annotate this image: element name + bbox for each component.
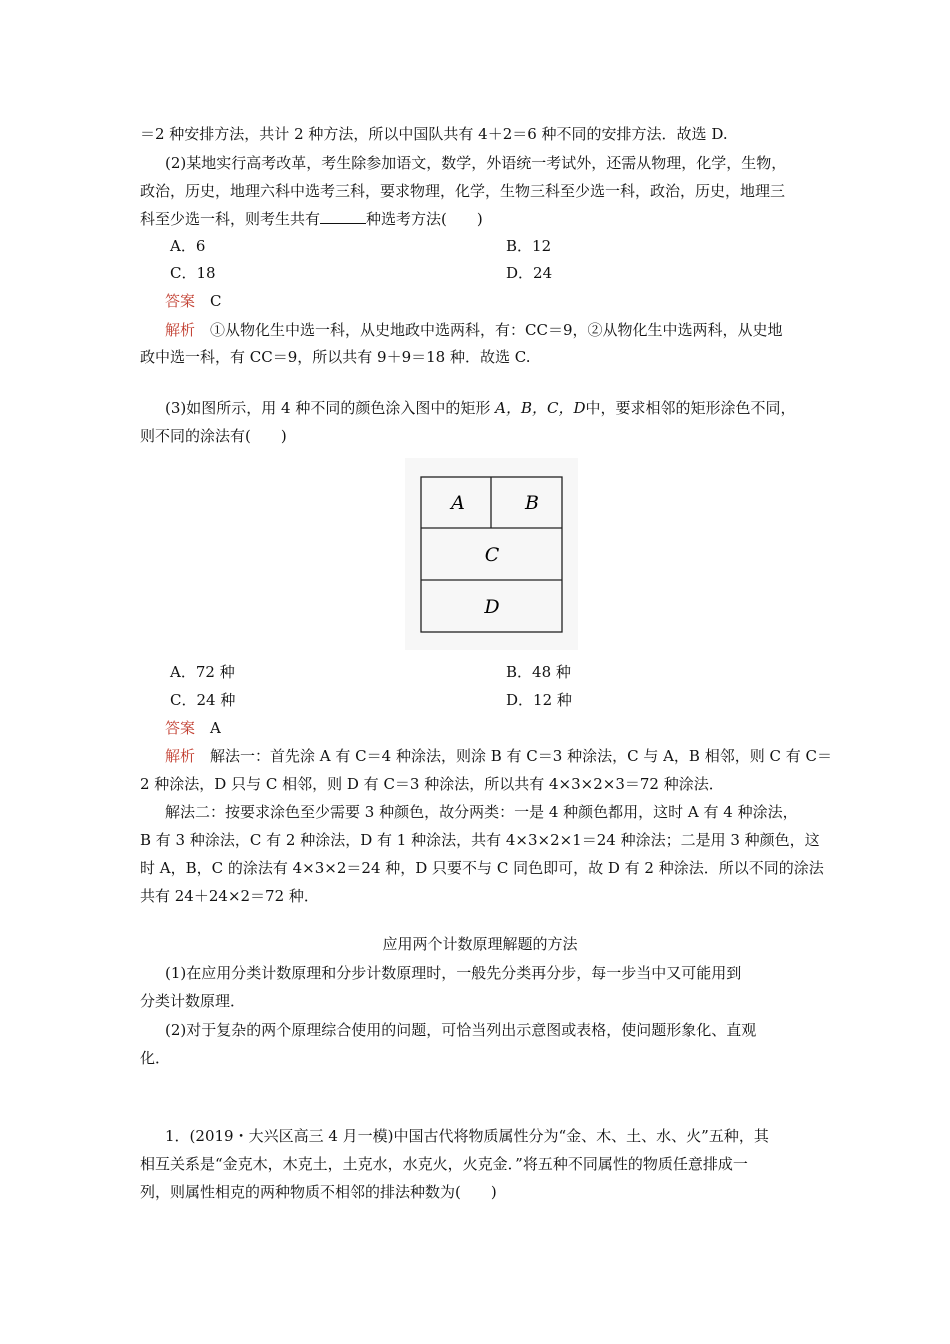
q3-method2-line-3: 时 A，B，C 的涂法有 4×3×2＝24 种，D 只要不与 C 同色即可，故 D 有 2 种涂法．所以不同的涂法 <box>140 859 824 877</box>
analysis-label: 解析 <box>165 321 196 339</box>
q3-option-a: A．72 种 <box>170 663 235 681</box>
fill-blank <box>320 209 366 224</box>
q2-text-line-2: 政治，历史，地理六科中选考三科，要求物理，化学，生物三科至少选一科，政治，历史，地理三 <box>140 182 786 200</box>
answer-label: 答案 <box>165 292 196 310</box>
label-b: B <box>525 492 539 514</box>
q3-option-b: B．48 种 <box>506 663 571 681</box>
q2-option-b: B．12 <box>506 237 552 255</box>
q2-answer: 答案 C <box>165 292 222 310</box>
q2-option-c: C．18 <box>170 264 216 282</box>
q2-option-a: A．6 <box>170 237 206 255</box>
label-a: A <box>451 492 465 514</box>
q3-text-line-1: (3)如图所示，用 4 种不同的颜色涂入图中的矩形 A，B，C，D中，要求相邻的矩形涂色不同， <box>165 399 796 417</box>
exercise1-line-3: 列，则属性相克的两种物质不相邻的排法种数为( ) <box>140 1183 497 1201</box>
analysis-label: 解析 <box>165 747 196 765</box>
q3-method2-line-1: 解法二：按要求涂色至少需要 3 种颜色，故分两类：一是 4 种颜色都用，这时 A 有 4 种涂法， <box>165 803 798 821</box>
q3-method1-line-1: 解析 解法一：首先涂 A 有 C＝4 种涂法，则涂 B 有 C＝3 种涂法，C 与 A，B 相邻，则 C 有 C＝ <box>165 747 832 765</box>
q2-text-line-1: (2)某地实行高考改革，考生除参加语文，数学，外语统一考试外，还需从物理，化学，生物， <box>165 154 787 172</box>
label-d: D <box>484 596 500 618</box>
answer-label: 答案 <box>165 719 196 737</box>
q2-analysis-line-2: 政中选一科，有 CC＝9，所以共有 9＋9＝18 种．故选 C. <box>140 348 531 366</box>
rectangle-diagram <box>405 458 578 650</box>
q2-option-d: D．24 <box>506 264 553 282</box>
exercise1-line-2: 相互关系是“金克木，木克土，土克水，水克火，火克金．”将五种不同属性的物质任意排成一 <box>140 1155 748 1173</box>
q2-analysis-line-1: 解析 ①从物化生中选一科，从史地政中选两科，有：CC＝9，②从物化生中选两科，从史地 <box>165 321 783 339</box>
q3-method2-line-2: B 有 3 种涂法，C 有 2 种涂法，D 有 1 种涂法，共有 4×3×2×1＝24 种涂法；二是用 3 种颜色，这 <box>140 831 820 849</box>
exercise1-line-1: 1．(2019・大兴区高三 4 月一模)中国古代将物质属性分为“金、木、土、水、火”五种，其 <box>165 1127 769 1145</box>
label-c: C <box>484 544 500 566</box>
method-p1-line-1: (1)在应用分类计数原理和分步计数原理时，一般先分类再分步，每一步当中又可能用到 <box>165 964 742 982</box>
q2-text-line-3: 科至少选一科，则考生共有 种选考方法( ) <box>140 210 483 228</box>
prev-answer-line: ＝2 种安排方法，共计 2 种方法，所以中国队共有 4＋2＝6 种不同的安排方法．故选 D. <box>140 125 728 143</box>
q3-answer: 答案 A <box>165 719 221 737</box>
method-p2-line-2: 化． <box>140 1049 171 1067</box>
method-title: 应用两个计数原理解题的方法 <box>382 935 578 953</box>
q3-method1-line-2: 2 种涂法，D 只与 C 相邻，则 D 有 C＝3 种涂法，所以共有 4×3×2×3＝72 种涂法． <box>140 775 724 793</box>
q3-method2-line-4: 共有 24＋24×2＝72 种． <box>140 887 319 905</box>
q3-option-c: C．24 种 <box>170 691 236 709</box>
method-p1-line-2: 分类计数原理． <box>140 992 246 1010</box>
q3-text-line-2: 则不同的涂法有( ) <box>140 427 287 445</box>
method-p2-line-1: (2)对于复杂的两个原理综合使用的问题，可恰当列出示意图或表格，使问题形象化、直观 <box>165 1021 757 1039</box>
rectangle-figure <box>405 458 578 650</box>
q3-option-d: D．12 种 <box>506 691 572 709</box>
